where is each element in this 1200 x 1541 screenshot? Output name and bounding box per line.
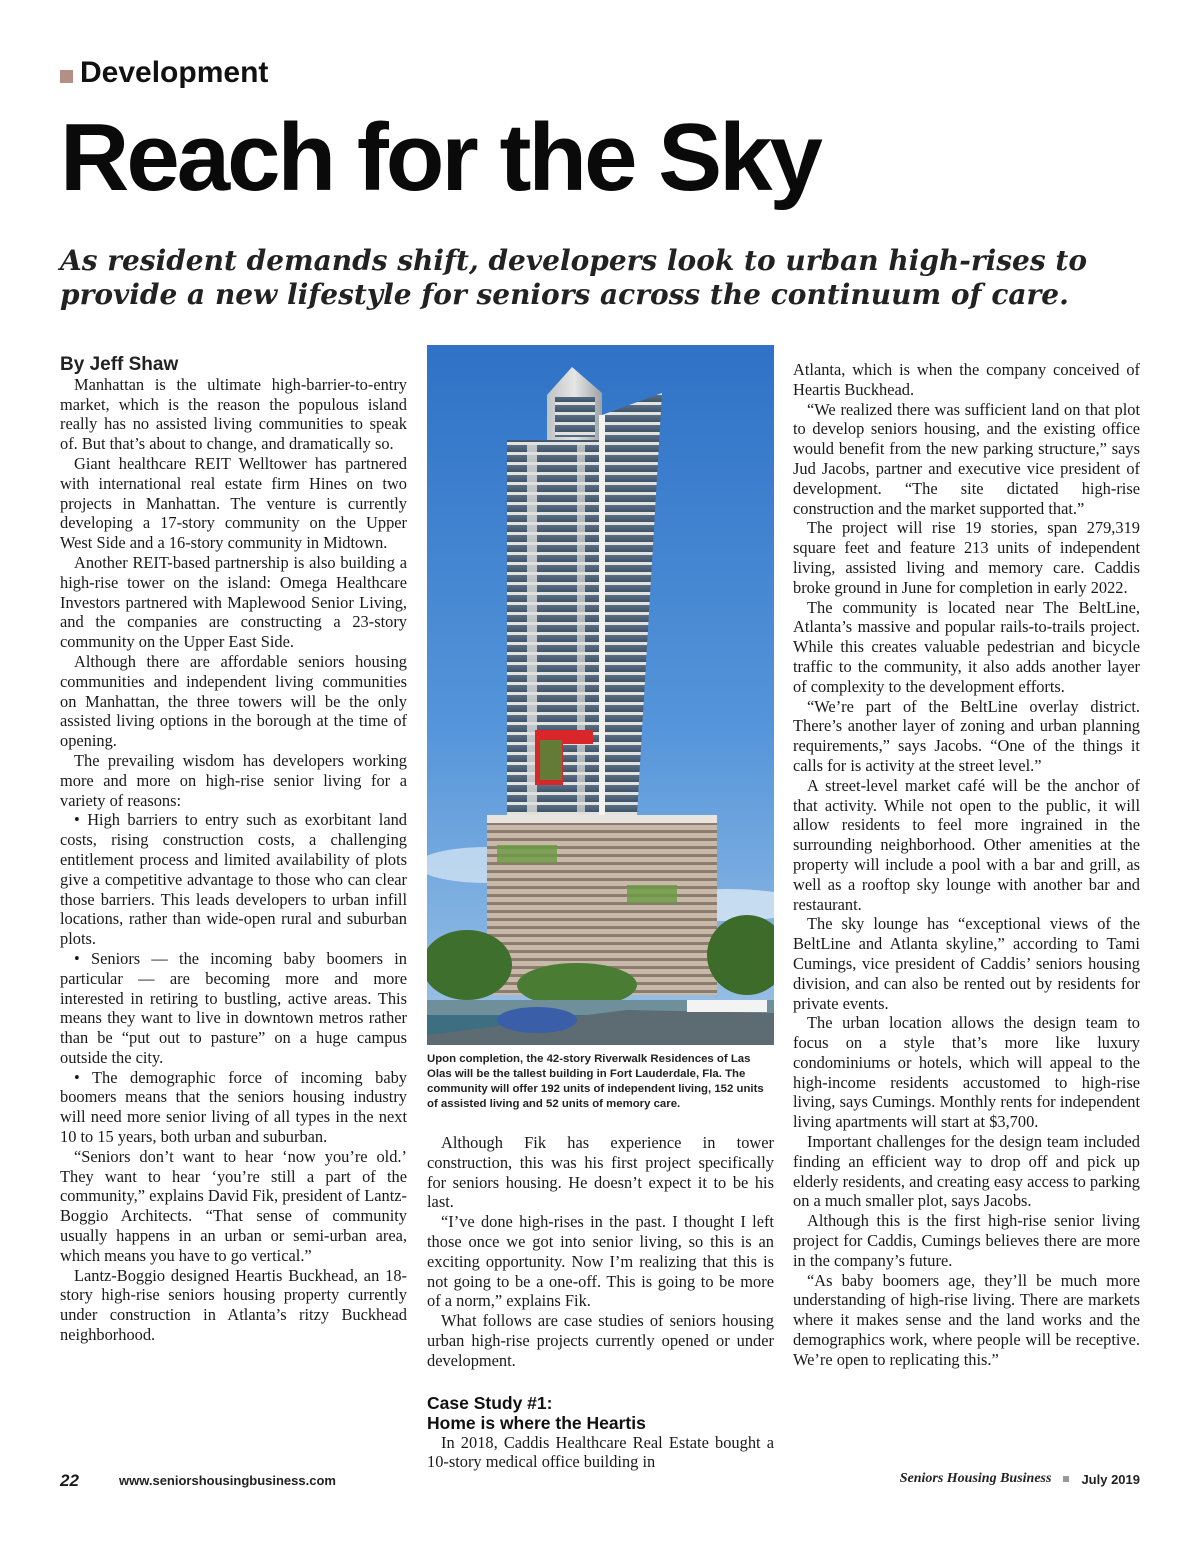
paragraph: The community is located near The BeltLine, Atlanta’s massive and popular rails-to-trails project. While this creates valuable pedestrian and bicycle traffic to the community, it also adds another layer of complexity to the development efforts. — [793, 597, 1140, 696]
paragraph: “We’re part of the BeltLine overlay district. There’s another layer of zoning and urban planning requirements,” says Jacobs. “One of the things it calls for is activity at the street level.” — [793, 696, 1140, 775]
bullet-paragraph: • Seniors — the incoming baby boomers in particular — are becoming more and more interested in retiring to bustling, active areas. This means they want to live in downtown metros rather than be “put out to pasture” on a huge campus outside the city. — [60, 948, 407, 1067]
headline: Reach for the Sky — [60, 104, 820, 211]
deck: As resident demands shift, developers look to urban high-rises to provide a new lifestyle for seniors across the continuum of care. — [60, 244, 1087, 311]
paragraph: What follows are case studies of seniors housing urban high-rise projects currently opened or under development. — [427, 1311, 774, 1370]
section-square-icon — [60, 70, 73, 83]
paragraph: Although there are affordable seniors housing communities and independent living communities on Manhattan, the three towers will be the only assisted living options in the borough at the time of opening. — [60, 651, 407, 751]
paragraph: The project will rise 19 stories, span 279,319 square feet and feature 213 units of independent living, assisted living and memory care. Caddis broke ground in June for completion in early 2022. — [793, 518, 1140, 597]
paragraph: Important challenges for the design team included finding an efficient way to drop off and pick up elderly residents, and creating easy access to parking on a much smaller plot, says Jacobs. — [793, 1132, 1140, 1211]
paragraph: “Seniors don’t want to hear ‘now you’re old.’ They want to hear ‘you’re still a part of the community,” explains David Fik, president of Lantz-Boggio Architects. “That sense of community usually happens in an urban or semi-urban area, which means you have to go vertical.” — [60, 1146, 407, 1265]
paragraph: Although this is the first high-rise senior living project for Caddis, Cumings believes there are more in the company’s future. — [793, 1211, 1140, 1270]
column-3 — [793, 360, 1140, 1370]
paragraph: Atlanta, which is when the company conceived of Heartis Buckhead. — [793, 360, 1140, 399]
section-label — [60, 56, 268, 90]
column-2 — [427, 1133, 774, 1472]
paragraph: Another REIT-based partnership is also building a high-rise tower on the island: Omega Healthcare Investors partnered with Maplewood Senior Living, and the companies are constructing a 23-story community on the Upper East Side. — [60, 552, 407, 652]
photo-caption: Upon completion, the 42-story Riverwalk Residences of Las Olas will be the tallest building in Fort Lauderdale, Fla. The community will offer 192 units of independent living, 152 units of assisted living and 52 units of memory care. — [427, 1053, 764, 1110]
issue-date: July 2019 — [1081, 1471, 1140, 1487]
page-number: 22 — [60, 1471, 79, 1490]
case-study-label: Case Study #1: — [427, 1392, 553, 1413]
tower-rendering-image — [427, 345, 774, 1045]
section-title: Development — [80, 56, 269, 89]
paragraph: Manhattan is the ultimate high-barrier-to-entry market, which is the reason the populous island really has no assisted living communities to speak of. But that’s about to change, and dramatically so. — [60, 374, 407, 454]
footer-url[interactable]: www.seniorshousingbusiness.com — [119, 1473, 336, 1488]
paragraph: “I’ve done high-rises in the past. I thought I left those once we got into senior living, so this is an exciting opportunity. Now I’m realizing that this is not going to be a one-off. This is going to be more of a norm,” explains Fik. — [427, 1212, 774, 1311]
magazine-name: Seniors Housing Business — [899, 1471, 1052, 1486]
paragraph: A street-level market café will be the anchor of that activity. While not open to the public, it will allow residents to feel more ingrained in the surrounding neighborhood. Other amenities at the property will include a pool with a bar and grill, as well as a rooftop sky lounge with another bar and restaurant. — [793, 775, 1140, 914]
paragraph: “We realized there was sufficient land on that plot to develop seniors housing, and the existing office would benefit from the new parking structure,” says Jud Jacobs, partner and executive vice president of development. “The site dictated high-rise construction and the market supported that.” — [793, 399, 1140, 518]
paragraph: The urban location allows the design team to focus on a style that’s more like luxury condominiums or hotels, which will appeal to the high-income residents accustomed to high-rise living, says Cumings. Monthly rents for independent living apartments will start at $3,700. — [793, 1013, 1140, 1132]
separator-square-icon — [1063, 1476, 1069, 1482]
paragraph: In 2018, Caddis Healthcare Real Estate bought a 10-story medical office building in — [427, 1432, 774, 1472]
case-study-heading — [427, 1393, 774, 1433]
paragraph: Lantz-Boggio designed Heartis Buckhead, an 18-story high-rise seniors housing property currently under construction in Atlanta’s ritzy Buckhead neighborhood. — [60, 1265, 407, 1345]
byline: By Jeff Shaw — [60, 354, 179, 375]
column-1 — [60, 355, 407, 1345]
paragraph: Although Fik has experience in tower construction, this was his first project specifically for seniors housing. He doesn’t expect it to be his last. — [427, 1133, 774, 1212]
case-study-title: Home is where the Heartis — [427, 1412, 646, 1433]
paragraph: The sky lounge has “exceptional views of the BeltLine and Atlanta skyline,” according to Tami Cumings, vice president of Caddis’ seniors housing division, and can also be rented out by residents for private events. — [793, 914, 1140, 1013]
paragraph: Giant healthcare REIT Welltower has partnered with international real estate firm Hines on two projects in Manhattan. The venture is currently developing a 17-story community on the Upper West Side and a 16-story community in Midtown. — [60, 453, 407, 553]
paragraph: The prevailing wisdom has developers working more and more on high-rise senior living for a variety of reasons: — [60, 750, 407, 810]
paragraph: “As baby boomers age, they’ll be much more understanding of high-rise living. There are markets where it makes sense and the land works and the demographics work, where people will be receptive. We’re open to replicating this.” — [793, 1270, 1140, 1369]
tower-rendering-photo — [427, 345, 774, 1045]
bullet-paragraph: • High barriers to entry such as exorbitant land costs, rising construction costs, a challenging entitlement process and limited availability of plots give a competitive advantage to those who can clear those barriers. This leads developers to urban infill locations, rather than wide-open rural and suburban plots. — [60, 810, 407, 949]
bullet-paragraph: • The demographic force of incoming baby boomers means that the seniors housing industry will need more senior living of all types in the next 10 to 15 years, both urban and suburban. — [60, 1067, 407, 1147]
footer-masthead — [900, 1471, 1140, 1487]
